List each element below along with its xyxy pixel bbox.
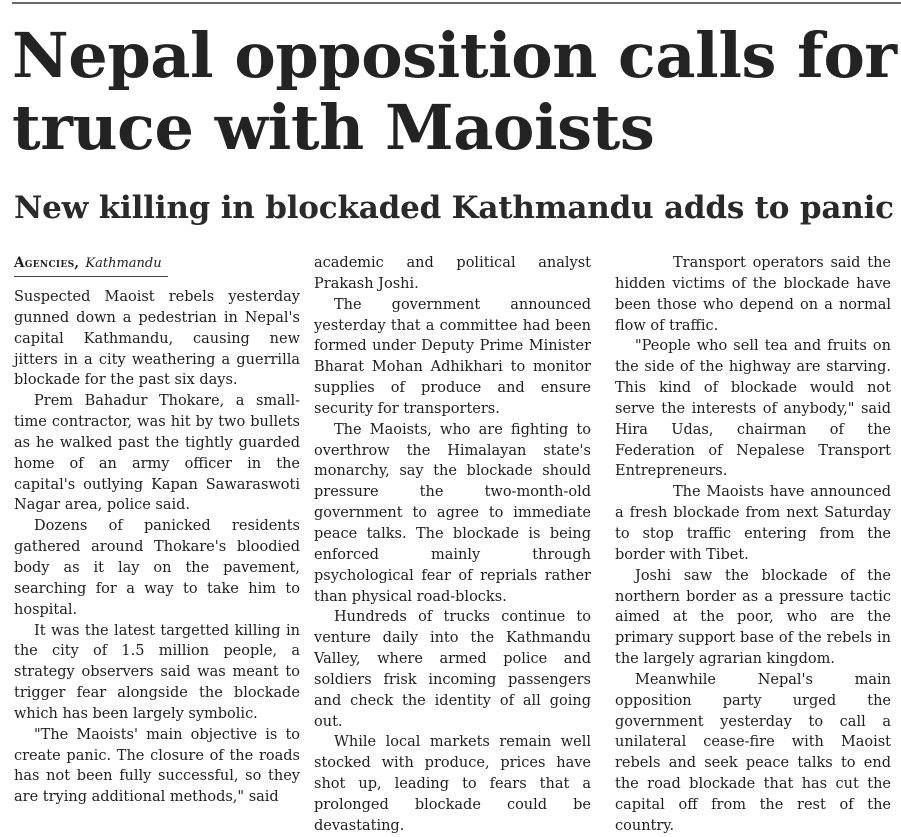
paragraph: The Maoists, who are fighting to overthrow the Himalayan state's monarchy, say the blockade should pressure the two-month-old government to agree to immediate peace talks. The blockade is being enforced mainly through psychological fear of reprials rather than physical road-blocks. (314, 421, 591, 605)
paragraph: The government announced yesterday that a committee had been formed under Deputy Prime Minister Bharat Mohan Adhikhari to monitor supplies of produce and ensure security for transporters. (314, 296, 591, 417)
paragraph: Joshi saw the blockade of the northern border as a pressure tactic aimed at the poor, who are the primary support base of the rebels in the largely agrarian kingdom. (615, 567, 891, 668)
paragraph: The Maoists have announced a fresh blockade from next Saturday to stop traffic entering from the border with Tibet. (615, 484, 891, 563)
headline: Nepal opposition calls for truce with Maoists (12, 19, 897, 164)
column-3 (615, 253, 891, 837)
paragraph: Suspected Maoist rebels yesterday gunned down a pedestrian in Nepal's capital Kathmandu, causing new jitters in a city weathering a guerrilla blockade for the past six days. (14, 289, 300, 389)
article-body (0, 253, 901, 834)
byline-source: Agencies, (14, 255, 80, 271)
paragraph: Dozens of panicked residents gathered around Thokare's bloodied body as it lay on the pavement, searching for a way to take him to hospital. (14, 518, 300, 618)
paragraph: academic and political analyst Prakash Joshi. (314, 255, 591, 292)
top-rule (12, 2, 901, 4)
byline (14, 253, 300, 275)
column-1 (14, 253, 300, 808)
paragraph: Prem Bahadur Thokare, a small-time contractor, was hit by two bullets as he walked past the tightly guarded home of an army officer in the capital's outlying Kapan Sawaraswoti Nagar area, police said. (14, 393, 300, 514)
byline-dateline: Kathmandu (85, 256, 162, 271)
byline-rule (14, 276, 168, 277)
subheadline: New killing in blockaded Kathmandu adds to panic (14, 190, 894, 226)
paragraph: While local markets remain well stocked with produce, prices have shot up, leading to fears that a prolonged blockade could be devastating. (314, 734, 591, 834)
paragraph: It was the latest targetted killing in the city of 1.5 million people, a strategy observers said was meant to trigger fear alongside the blockade which has been largely symbolic. (14, 622, 300, 722)
paragraph: Meanwhile Nepal's main opposition party urged the government yesterday to call a unilateral cease-fire with Maoist rebels and seek peace talks to end the road blockade that has cut the capital off from the rest of the country. (615, 671, 891, 834)
column-2 (314, 253, 591, 837)
paragraph: "The Maoists' main objective is to create panic. The closure of the roads has not been fully successful, so they are trying additional methods," said (14, 726, 300, 806)
paragraph: "People who sell tea and fruits on the side of the highway are starving. This kind of blockade would not serve the interests of anybody," said Hira Udas, chairman of the Federation of Nepalese Transport Entrepreneurs. (615, 338, 891, 480)
paragraph: Transport operators said the hidden victims of the blockade have been those who depend on a normal flow of traffic. (615, 255, 891, 334)
paragraph: Hundreds of trucks continue to venture daily into the Kathmandu Valley, where armed police and soldiers frisk incoming passengers and check the identity of all going out. (314, 609, 591, 730)
